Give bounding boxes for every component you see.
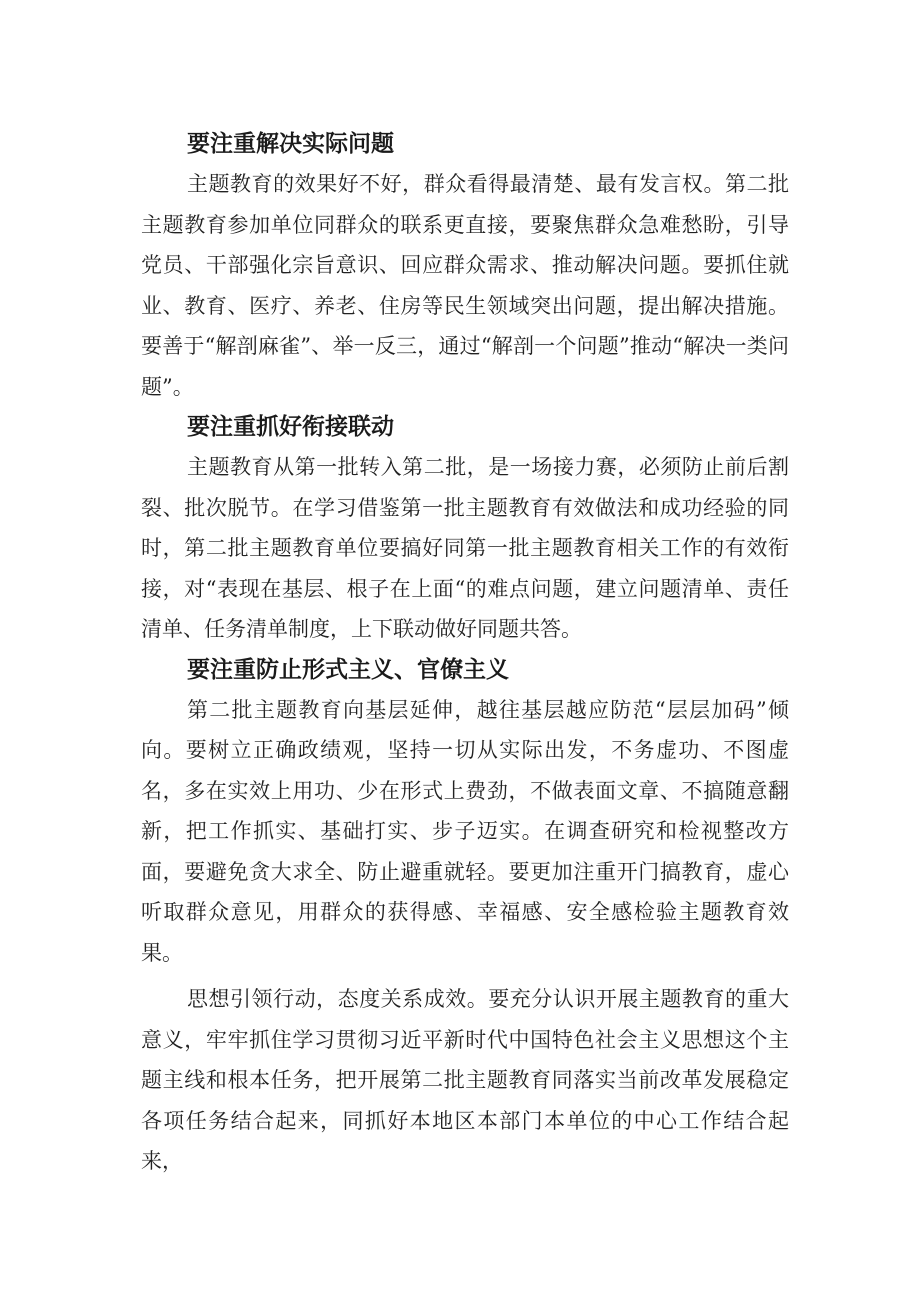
section-heading-3: 要注重防止形式主义、官僚主义 [187, 656, 509, 683]
closing-paragraph: 思想引领行动，态度关系成效。要充分认识开展主题教育的重大意义，牢牢抓住学习贯彻习近平新时代中国特色社会主义思想这个主题主线和根本任务，把开展第二批主题教育同落实当前改革发展稳定各项任务结合起来，同抓好本地区本部门本单位的中心工作结合起来， [141, 987, 789, 1173]
section-paragraph-2: 主题教育从第一批转入第二批，是一场接力赛，必须防止前后割裂、批次脱节。在学习借鉴第一批主题教育有效做法和成功经验的同时，第二批主题教育单位要搞好同第一批主题教育相关工作的有效衔接，对“表现在基层、根子在上面“的难点问题，建立问题清单、责任清单、任务清单制度，上下联动做好同题共答。 [141, 455, 789, 641]
section-heading-2: 要注重抓好衔接联动 [187, 414, 394, 440]
document-body [141, 124, 789, 1182]
section-paragraph-1: 主题教育的效果好不好，群众看得最清楚、最有发言权。第二批主题教育参加单位同群众的联系更直接，要聚焦群众急难愁盼，引导党员、干部强化宗旨意识、回应群众需求、推动解决问题。要抓住就业、教育、医疗、养老、住房等民生领域突出问题，提出解决措施。要善于“解剖麻雀”、举一反三，通过“解剖一个问题”推动“解决一类问题”。 [141, 172, 789, 399]
section-heading-1: 要注重解决实际问题 [187, 131, 394, 157]
section-paragraph-3: 第二批主题教育向基层延伸，越往基层越应防范“层层加码”倾向。要树立正确政绩观，坚持一切从实际出发，不务虚功、不图虚名，多在实效上用功、少在形式上费劲，不做表面文章、不搞随意翻新，把工作抓实、基础打实、步子迈实。在调查研究和检视整改方面，要避免贪大求全、防止避重就轻。要更加注重开门搞教育，虚心听取群众意见，用群众的获得感、幸福感、安全感检验主题教育效果。 [141, 697, 789, 965]
